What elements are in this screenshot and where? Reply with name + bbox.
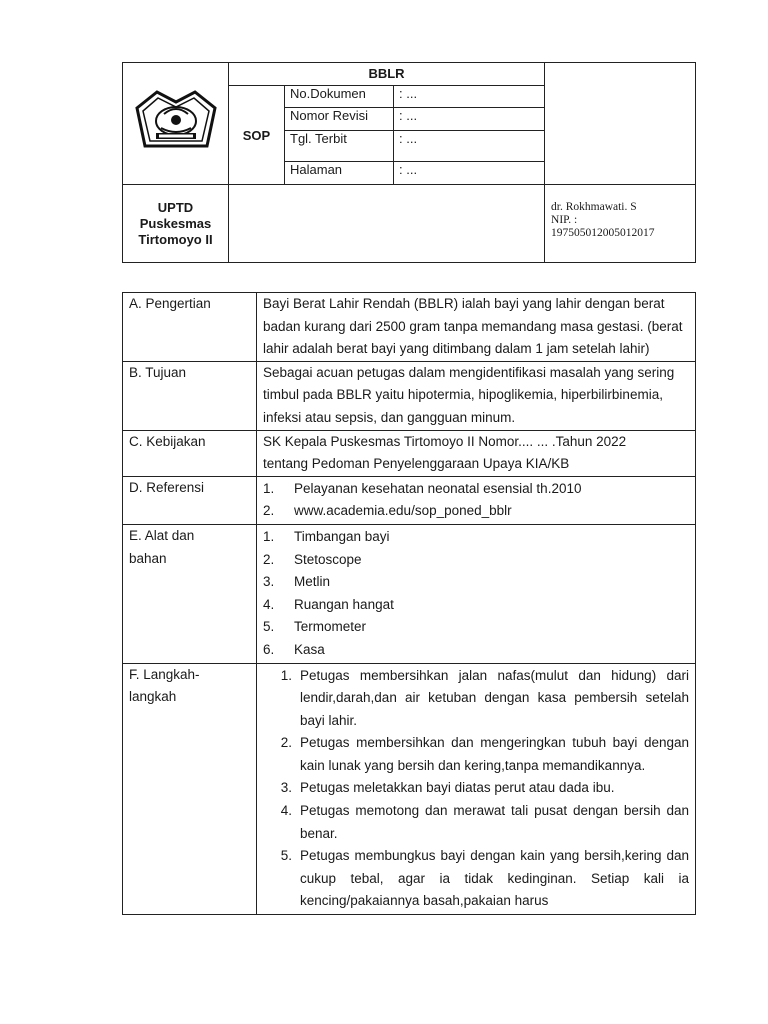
list-item: 1. Timbangan bayi bbox=[263, 528, 390, 544]
list-item: 3. Petugas meletakkan bayi diatas perut atau dada ibu. bbox=[280, 780, 615, 796]
section-label-line-1: E. Alat dan bbox=[129, 527, 195, 543]
meta-key-no-dokumen: No.Dokumen bbox=[285, 85, 394, 107]
section-label-line-2: bahan bbox=[129, 550, 167, 566]
list-item: 2. Stetoscope bbox=[263, 551, 362, 567]
section-list bbox=[257, 476, 696, 524]
section-referensi bbox=[123, 476, 696, 524]
meta-value-halaman: : ... bbox=[394, 162, 545, 185]
meta-value-no-dokumen: : ... bbox=[394, 85, 545, 107]
meta-key-tgl-terbit: Tgl. Terbit bbox=[285, 131, 394, 162]
langkah-list bbox=[258, 665, 689, 914]
section-pengertian bbox=[123, 293, 696, 362]
section-list bbox=[257, 524, 696, 663]
section-label: B. Tujuan bbox=[123, 361, 257, 430]
uptd-line-3: Tirtomoyo II bbox=[138, 231, 213, 247]
alat-list bbox=[258, 526, 694, 662]
section-text: Bayi Berat Lahir Rendah (BBLR) ialah bayi yang lahir dengan berat badan kurang dari 2500 gram tanpa memandang masa gestasi. (berat lahir adalah berat bayi yang ditimbang dalam 1 jam setelah lahir) bbox=[257, 293, 696, 362]
section-text bbox=[257, 430, 696, 476]
signatory-cell bbox=[545, 185, 696, 263]
section-label bbox=[123, 663, 257, 915]
kebijakan-line-2: tentang Pedoman Penyelenggaraan Upaya KIA/KB bbox=[263, 456, 570, 472]
list-item: 4. Petugas memotong dan merawat tali pusat dengan bersih dan benar. bbox=[280, 803, 689, 841]
list-item: 2. www.academia.edu/sop_poned_bblr bbox=[263, 503, 512, 519]
meta-key-nomor-revisi: Nomor Revisi bbox=[285, 107, 394, 131]
meta-value-nomor-revisi: : ... bbox=[394, 107, 545, 131]
sop-content-table bbox=[122, 292, 696, 915]
section-alat-bahan bbox=[123, 524, 696, 663]
uptd-line-2: Puskesmas bbox=[139, 215, 212, 231]
uptd-line-1: UPTD bbox=[157, 199, 194, 215]
blank-top-right-cell bbox=[545, 63, 696, 185]
list-item: 1. Pelayanan kesehatan neonatal esensial th.2010 bbox=[263, 480, 582, 496]
meta-value-tgl-terbit: : ... bbox=[394, 131, 545, 162]
signatory-nip: 197505012005012017 bbox=[551, 227, 655, 240]
signatory-name: dr. Rokhmawati. S bbox=[551, 201, 637, 214]
section-label: A. Pengertian bbox=[123, 293, 257, 362]
meta-key-halaman: Halaman bbox=[285, 162, 394, 185]
sop-header-table bbox=[122, 62, 696, 263]
logo-cell bbox=[123, 63, 229, 185]
blank-middle-cell bbox=[229, 185, 545, 263]
list-item: 1. Petugas membersihkan jalan nafas(mulut dan hidung) dari lendir,darah,dan air ketuban dengan kasa pembersih setelah bayi lahir. bbox=[280, 667, 689, 728]
list-item: 6. Kasa bbox=[263, 641, 325, 657]
section-label: C. Kebijakan bbox=[123, 430, 257, 476]
puskesmas-logo-icon bbox=[131, 86, 221, 156]
sop-label: SOP bbox=[229, 85, 285, 184]
section-kebijakan bbox=[123, 430, 696, 476]
uptd-name bbox=[123, 185, 229, 263]
section-text: Sebagai acuan petugas dalam mengidentifikasi masalah yang sering timbul pada BBLR yaitu hipotermia, hipoglikemia, hiperbilirbinemia, infeksi atau sepsis, dan gangguan minum. bbox=[257, 361, 696, 430]
referensi-list bbox=[258, 478, 694, 523]
document-title: BBLR bbox=[229, 63, 545, 86]
section-tujuan bbox=[123, 361, 696, 430]
signatory-nip-label: NIP. : bbox=[551, 214, 578, 227]
list-item: 2. Petugas membersihkan dan mengeringkan tubuh bayi dengan kain lunak yang bersih dan kering,tanpa memandikannya. bbox=[280, 735, 689, 773]
list-item: 5. Petugas membungkus bayi dengan kain yang bersih,kering dan cukup tebal, agar ia tidak kedinginan. Setiap kali ia kencing/pakaiannya basah,pakaian harus bbox=[280, 848, 689, 909]
section-langkah bbox=[123, 663, 696, 915]
list-item: 4. Ruangan hangat bbox=[263, 596, 394, 612]
kebijakan-line-1: SK Kepala Puskesmas Tirtomoyo II Nomor.... ... .Tahun 2022 bbox=[263, 433, 627, 449]
section-label-line-1: F. Langkah- bbox=[129, 666, 200, 682]
section-label bbox=[123, 524, 257, 663]
section-list bbox=[257, 663, 696, 915]
list-item: 3. Metlin bbox=[263, 574, 331, 590]
section-label: D. Referensi bbox=[123, 476, 257, 524]
section-label-line-2: langkah bbox=[129, 689, 177, 705]
list-item: 5. Termometer bbox=[263, 619, 367, 635]
